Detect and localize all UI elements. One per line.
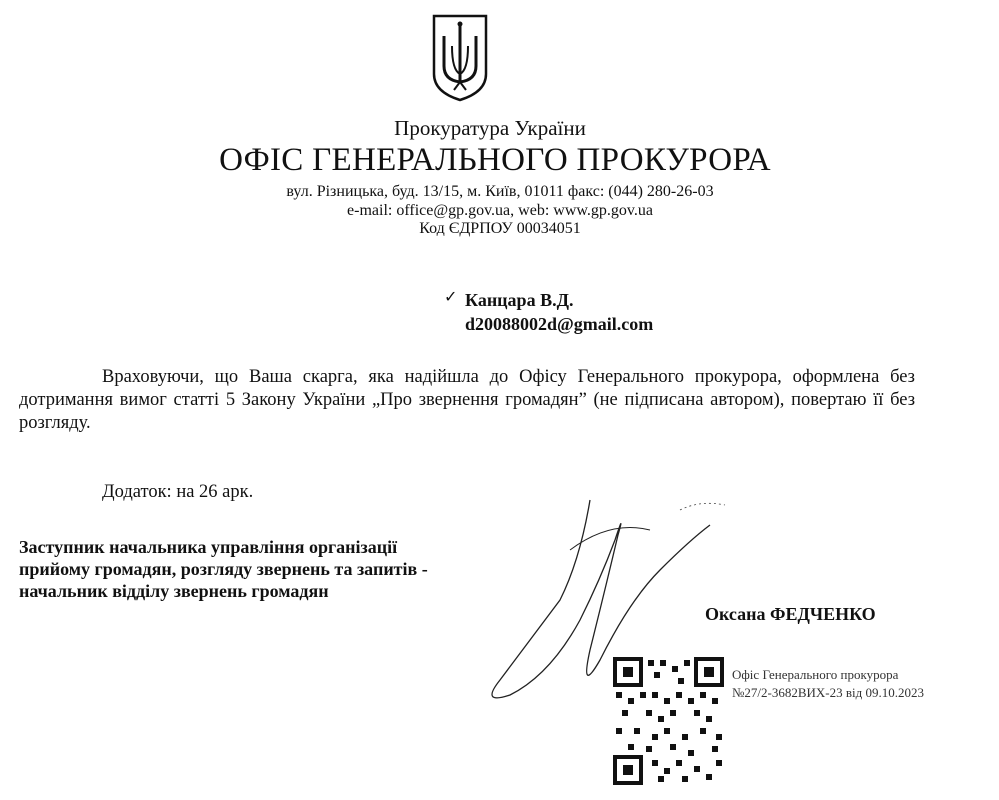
qr-code — [612, 656, 725, 786]
office-contacts: e-mail: office@gp.gov.ua, web: www.gp.gov.ua — [347, 202, 653, 219]
office-edrpou: Код ЄДРПОУ 00034051 — [419, 220, 581, 237]
office-address: вул. Різницька, буд. 13/15, м. Київ, 01011 факс: (044) 280-26-03 — [286, 183, 714, 200]
agency-name: Прокуратура України — [394, 116, 586, 140]
recipient-name: Канцара В.Д. — [465, 290, 574, 310]
attachment-note: Додаток: на 26 арк. — [102, 482, 254, 502]
registration-office: Офіс Генерального прокурора — [732, 667, 899, 682]
signer-name: Оксана ФЕДЧЕНКО — [705, 604, 876, 624]
check-mark: ✓ — [444, 289, 458, 306]
signer-position: Заступник начальника управління організації прийому громадян, розгляду звернень та запитів - начальник відділу звернень громадян — [19, 537, 428, 601]
registration-stamp — [732, 666, 924, 702]
letter-body: Враховуючи, що Ваша скарга, яка надійшла до Офісу Генерального прокурора, оформлена без дотримання вимог статті 5 Закону України „Про звернення громадян” (не підписана автором), повертаю її без розгляду. — [19, 367, 915, 433]
office-title: ОФІС ГЕНЕРАЛЬНОГО ПРОКУРОРА — [219, 142, 771, 178]
coat-of-arms-emblem — [430, 12, 490, 102]
registration-number: №27/2-3682ВИХ-23 від 09.10.2023 — [732, 685, 924, 700]
recipient-email: d20088002d@gmail.com — [465, 314, 654, 334]
